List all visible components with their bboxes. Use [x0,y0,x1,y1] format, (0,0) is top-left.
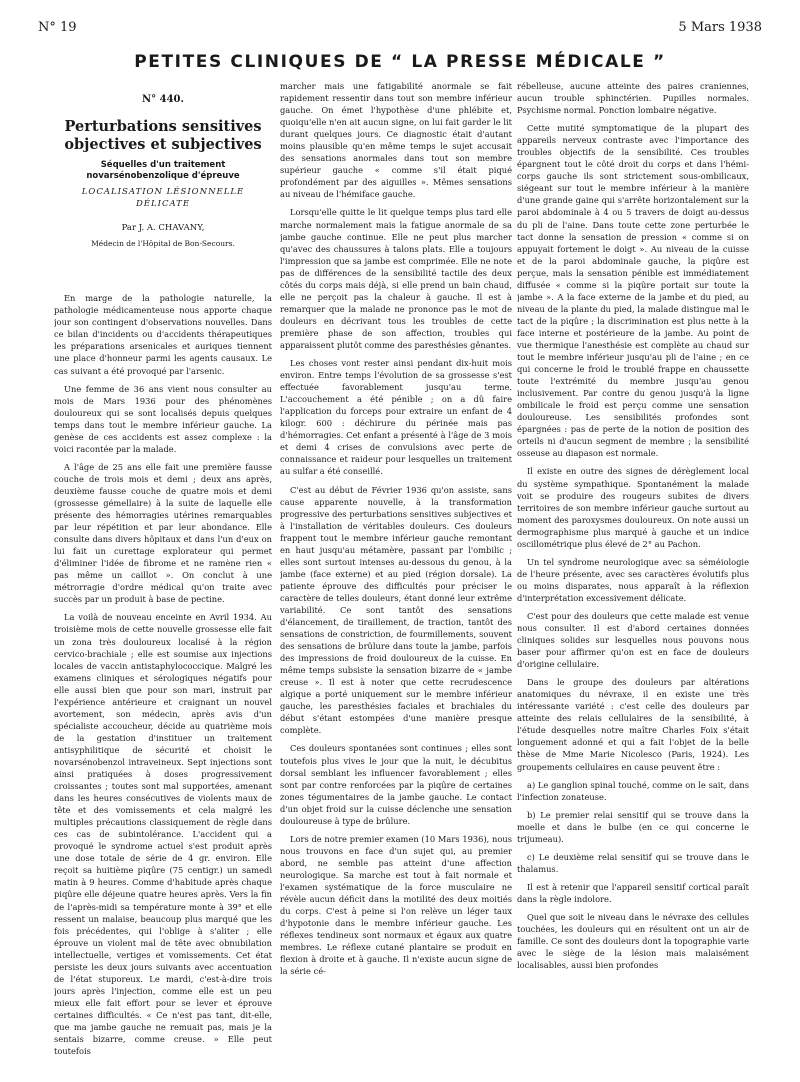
paragraph: Lors de notre premier examen (10 Mars 1936), nous nous trouvons en face d'un sujet qui, au premier abord, ne semble pas atteint d'une affection neurologique. Sa marche est tout à fait normale et l'examen systématique de la force musculaire ne révèle aucun déficit dans la motilité des deux moitiés du corps. C'est à peine si l'on relève un léger taux d'hypotonie dans le membre inférieur gauche. Les réflexes tendineux sont normaux et égaux aux quatre membres. Le réflexe cutané plantaire se produit en flexion à droite et à gauche. Il n'existe aucun signe de la série cé- [280,833,512,977]
page-header [38,20,762,38]
subtitle-line-1: Séquelles d'un traitement [100,160,226,171]
issue-date: 5 Mars 1938 [678,20,762,35]
paragraph: A l'âge de 25 ans elle fait une première fausse couche de trois mois et demi ; deux ans après, deuxième fausse couche de quatre mois et demi (grossesse gémellaire) à la suite de laquelle elle présente des hémorragies utérines remarquables par leur répétition et par leur abondance. Elle consulte dans divers hôpitaux et dans l'un d'eux on lui fait un curettage explorateur qui permet d'éliminer l'idée de fibrome et ne ramène rien « pas même un caillot ». On conclut à une métrorragie d'ordre médical qu'on traite avec succès par un produit à base de pectine. [54,461,272,605]
paragraph: rébelleuse, aucune atteinte des paires craniennes, aucun trouble sphinctérien. Pupilles normales. Psychisme normal. Ponction lombaire négative. [517,81,749,116]
article-subtitle [54,160,272,182]
column-1 [54,84,272,1074]
paragraph: Ces douleurs spontanées sont continues ; elles sont toutefois plus vives le jour que la nuit, le décubitus dorsal semblant les influencer favorablement ; elles sont par contre renforcées par la piqûre de certaines zones tégumentaires de la jambe gauche. Le contact d'un objet froid sur la cuisse déclenche une sensation douloureuse à type de brûlure. [280,743,512,826]
article-localisation: LOCALISATION LÉSIONNELLE DÉLICATE [81,187,245,210]
paragraph: Dans le groupe des douleurs par altérations anatomiques du névraxe, il en existe une très intéressante variété : c'est celle des douleurs par atteinte des relais cellulaires de la sensibilité, à l'étude desquelles notre maître Charles Foix s'était longuement adonné et qui a fait l'objet de la belle thèse de Mme Marie Nicolesco (Paris, 1924). Les groupements cellulaires en cause peuvent être : [517,677,749,772]
paragraph: C'est au début de Février 1936 qu'on assiste, sans cause apparente nouvelle, à la transformation progressive des perturbations sensitives subjectives et à l'installation de véritables douleurs. Ces douleurs frappent tout le membre inférieur gauche remontant en haut jusqu'au métamère, passant par l'ombilic ; elles sont surtout intenses au-dessous du genou, à la jambe (face externe) et au pied (région dorsale). La patiente éprouve des difficultés pour préciser le caractère de telles douleurs, étant donné leur extrême variabilité. Ce sont tantôt des sensations d'élancement, de tiraillement, de traction, tantôt des sensations de constriction, de fourmillements, souvent des sensations de brûlure dans toute la jambe, parfois des impressions de froid douloureux de la cuisse. En même temps subsiste la sensation bizarre de « jambe creuse ». Il est à noter que cette recrudescence algique a porté uniquement sur le membre inférieur gauche, les paresthésies faciales et brachiales du début s'étant estompées d'une manière presque complète. [280,484,512,736]
paragraph: Il est à retenir que l'appareil sensitif cortical paraît dans la règle indolore. [517,881,749,904]
paragraph: Il existe en outre des signes de dérèglement local du système sympathique. Spontanément la malade voit se produire des rougeurs subites de divers territoires de son membre inférieur gauche surtout au moment des paroxysmes douloureux. On note aussi un dermographisme plus marqué à gauche et un indice oscillométrique plus élevé de 2° au Pachon. [517,466,749,549]
series-title: PETITES CLINIQUES DE “ LA PRESSE MÉDICALE ” [134,52,666,72]
paragraph: En marge de la pathologie naturelle, la pathologie médicamenteuse nous apporte chaque jour son contingent d'observations nouvelles. Dans ce bilan d'incidents ou d'accidents thérapeutiques les préparations arsenicales et auriques tiennent une place d'honneur parmi les agents causaux. Le cas suivant a été provoqué par l'arsenic. [54,293,272,376]
column-3 [517,80,749,1070]
paragraph: C'est pour des douleurs que cette malade est venue nous consulter. Il est d'abord certaines données cliniques solides sur lesquelles nous pouvons nous baser pour affirmer qu'on est en face de douleurs d'origine cellulaire. [517,610,749,670]
paragraph: Quel que soit le niveau dans le névraxe des cellules touchées, les douleurs qui en résultent ont un air de famille. Ce sont des douleurs dont la topographie varie avec le siège de la lésion mais malaisément localisables, aussi bien profondes [517,912,749,971]
paragraph: Les choses vont rester ainsi pendant dix-huit mois environ. Entre temps l'évolution de sa grossesse s'est effectuée favorablement jusqu'au terme. L'accouchement a été pénible ; on a dû faire l'application du forceps pour extraire un enfant de 4 kilogr. 600 : déchirure du périnée mais pas d'hémorragies. Cet enfant a présenté à l'âge de 3 mois et demi 4 crises de convulsions avec perte de connaissance et raideur pour lesquelles un traitement au sulfar a été conseillé. [280,358,512,477]
paragraph: La voilà de nouveau enceinte en Avril 1934. Au troisième mois de cette nouvelle grossesse elle fait un zona très douloureux localisé à la région cervico-brachiale ; elle est soumise aux injections locales de vaccin antistaphylococcique. Malgré les examens cliniques et sérologiques négatifs pour elle aussi bien que pour son mari, instruit par l'expérience antérieure et craignant un nouvel avortement, son médecin, après avis d'un spécialiste accoucheur, décide au quatrième mois de la gestation d'instituer un traitement antisyphilitique de sécurité et choisit le novarsénobenzol intraveineux. Sept injections sont ainsi pratiquées à doses progressivement croissantes ; toutes sont mal supportées, amenant dans les heures consécutives de violents maux de tête et des vomissements et cela malgré les multiples précautions classiquement de règle dans ces cas de subintolérance. L'accident qui a provoqué le syndrome actuel s'est produit après une dose totale de série de 4 gr. environ. Elle reçoit sa huitième piqûre (75 centigr.) un samedi matin à 9 heures. Comme d'habitude après chaque piqûre elle déjeune quatre heures après. Vers la fin de l'après-midi sa température monte à 39° et elle ressent un malaise, beaucoup plus marqué que les fois précédentes, qui l'oblige à s'aliter ; elle éprouve un violent mal de tête avec obnubilation intellectuelle, vertiges et vomissements. Cet état persiste les deux jours suivants avec accentuation de l'état stuporeux. Le mardi, c'est-à-dire trois jours après l'injection, comme elle est un peu mieux elle fait effort pour se lever et éprouve certaines difficultés. « Ce n'est pas tant, dit-elle, que ma jambe gauche ne remuait pas, mais je la sentais bizarre, comme creuse. » Elle peut toutefois [54,612,272,1057]
article-heading [54,94,272,250]
paragraph: Cette mutité symptomatique de la plupart des appareils nerveux contraste avec l'importance des troubles objectifs de la sensibilité. Ces troubles épargnent tout le côté droit du corps et dans l'hémi-corps gauche ils sont strictement sous-ombilicaux, siégeant sur tout le membre inférieur à la manière d'une grande gaine qui s'arrête horizontalement sur la paroi abdominale à 4 ou 5 travers de doigt au-dessus du pli de l'aine. Dans toute cette zone perturbée le tact donne la sensation de pression « comme si on appuyait fortement le doigt ». Au niveau de la cuisse et de la paroi abdominale gauche, la piqûre est perçue, mais la sensation pénible est immédiatement diffusée « comme si la piqûre portait sur toute la jambe ». A la face externe de la jambe et du pied, au niveau de la plante du pied, la malade distingue mal le tact de la piqûre ; la discrimination est plus nette à la face interne et postérieure de la jambe. Au point de vue thermique l'anesthésie est complète au chaud sur tout le membre inférieur jusqu'au pli de l'aine ; en ce qui concerne le froid le troublé frappe en chaussette toute l'extrémité du membre jusqu'au genou inclusivement. Par contre du genou jusqu'à la ligne ombilicale le froid est perçu comme une sensation douloureuse. Les sensibilités profondes sont épargnées : pas de perte de la notion de position des orteils ni d'aucun segment de membre ; la sensibilité osseuse au diapason est normale. [517,123,749,459]
paragraph: marcher mais une fatigabilité anormale se fait rapidement ressentir dans tout son membre inférieur gauche. On émet l'hypothèse d'une phlébite et, quoiqu'elle n'en ait aucun signe, on lui fait garder le lit durant quelques jours. Ce diagnostic était d'autant moins plausible qu'en même temps le sujet accusait des sensations anormales dans tout son membre supérieur gauche « comme s'il était piqué profondément par des aiguilles ». Mêmes sensations au niveau de l'hémiface gauche. [280,81,512,200]
author-affiliation: Médecin de l'Hôpital de Bon-Secours. [91,239,235,249]
paragraph: Lorsqu'elle quitte le lit quelque temps plus tard elle marche normalement mais la fatigue anormale de sa jambe gauche continue. Elle ne peut plus marcher qu'avec des chaussures à talons plats. Elle a toujours l'impression que sa jambe est comprimée. Elle ne note pas de différences de la sensibilité tactile des deux côtés du corps mais déjà, si elle prend un bain chaud, elle ne perçoit pas la chaleur à gauche. Il est à remarquer que la malade ne prononce pas le mot de douleurs en décrivant tous les troubles de cette première phase de son affection, troubles qui apparaissent plutôt comme des paresthésies gênantes. [280,207,512,350]
article-title [54,118,272,154]
issue-number: N° 19 [38,20,77,35]
paragraph: Une femme de 36 ans vient nous consulter au mois de Mars 1936 pour des phénomènes douloureux qui se sont localisés depuis quelques temps dans tout le membre inférieur gauche. La genèse de ces accidents est assez complexe : la voici racontée par la malade. [54,383,272,454]
subtitle-line-2: novarsénobenzolique d'épreuve [86,171,240,182]
list-item: a) Le ganglion spinal touché, comme on le sait, dans l'infection zonateuse. [517,779,749,802]
list-item: c) Le deuxième relai sensitif qui se trouve dans le thalamus. [517,851,749,874]
column-2 [280,80,512,1070]
title-line-2: objectives et subjectives [64,136,262,154]
article-number: N° 440. [142,94,184,105]
title-line-1: Perturbations sensitives [64,118,262,136]
list-item: b) Le premier relai sensitif qui se trouve dans la moelle et dans le bulbe (en ce qui concerne le trijumeau). [517,809,749,844]
paragraph: Un tel syndrome neurologique avec sa séméiologie de l'heure présente, avec ses caractères évolutifs plus ou moins disparates, nous apparaît à la réflexion d'interprétation excessivement délicate. [517,556,749,603]
article-author: Par J. A. CHAVANY, [121,223,205,234]
